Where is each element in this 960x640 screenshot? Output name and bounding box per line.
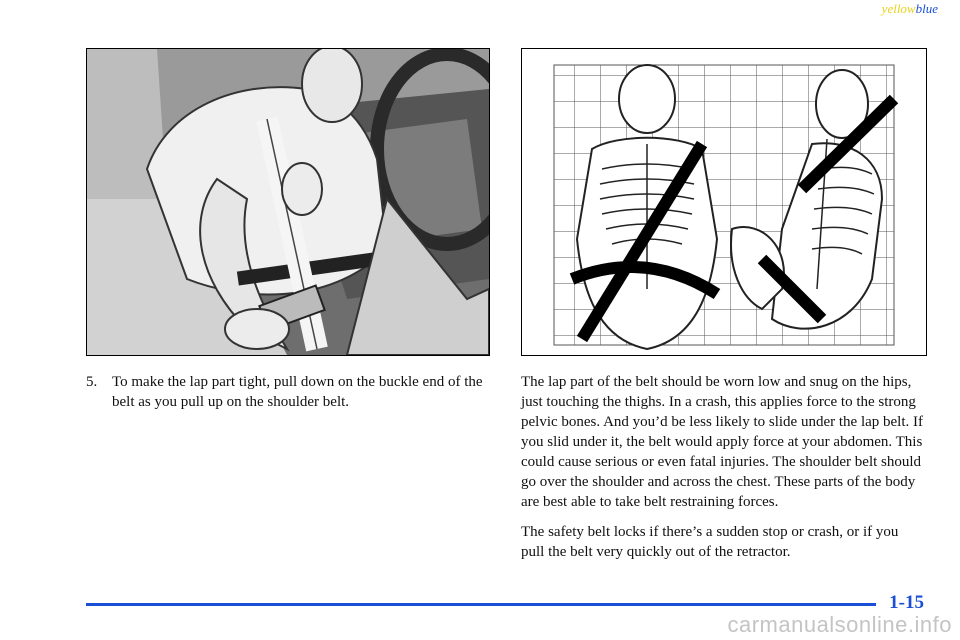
body-paragraph-2: The safety belt locks if there’s a sudden stop or crash, or if you pull the belt very quickly out of the retractor. — [521, 524, 899, 560]
body-text-column — [521, 372, 925, 572]
site-watermark: carmanualsonline.info — [727, 612, 952, 637]
color-tag-blue: blue — [915, 1, 938, 16]
step-number: 5. — [86, 374, 98, 390]
color-tag-yellow: yellow — [881, 1, 916, 16]
step-text: To make the lap part tight, pull down on the buckle end of the belt as you pull up on the shoulder belt. — [112, 374, 483, 410]
step-5 — [86, 372, 486, 412]
driver-fastening-belt-illustration — [86, 48, 490, 356]
page-color-tag — [882, 1, 938, 17]
driver-illustration-graphic — [87, 49, 489, 355]
body-paragraph-1: The lap part of the belt should be worn low and snug on the hips, just touching the thighs. In a crash, this applies force to the strong pelvic bones. And you’d be less likely to slide under the lap belt. If you slid under it, the belt would apply force at your abdomen. This could cause serious or even fatal injuries. The shoulder belt should go over the shoulder and across the chest. These parts of the body are best able to take belt restraining forces. — [521, 374, 923, 510]
footer-rule — [86, 603, 876, 606]
skeleton-belt-position-diagram — [521, 48, 927, 356]
skeleton-diagram-graphic — [522, 49, 926, 355]
page-number: 1-15 — [889, 592, 924, 613]
